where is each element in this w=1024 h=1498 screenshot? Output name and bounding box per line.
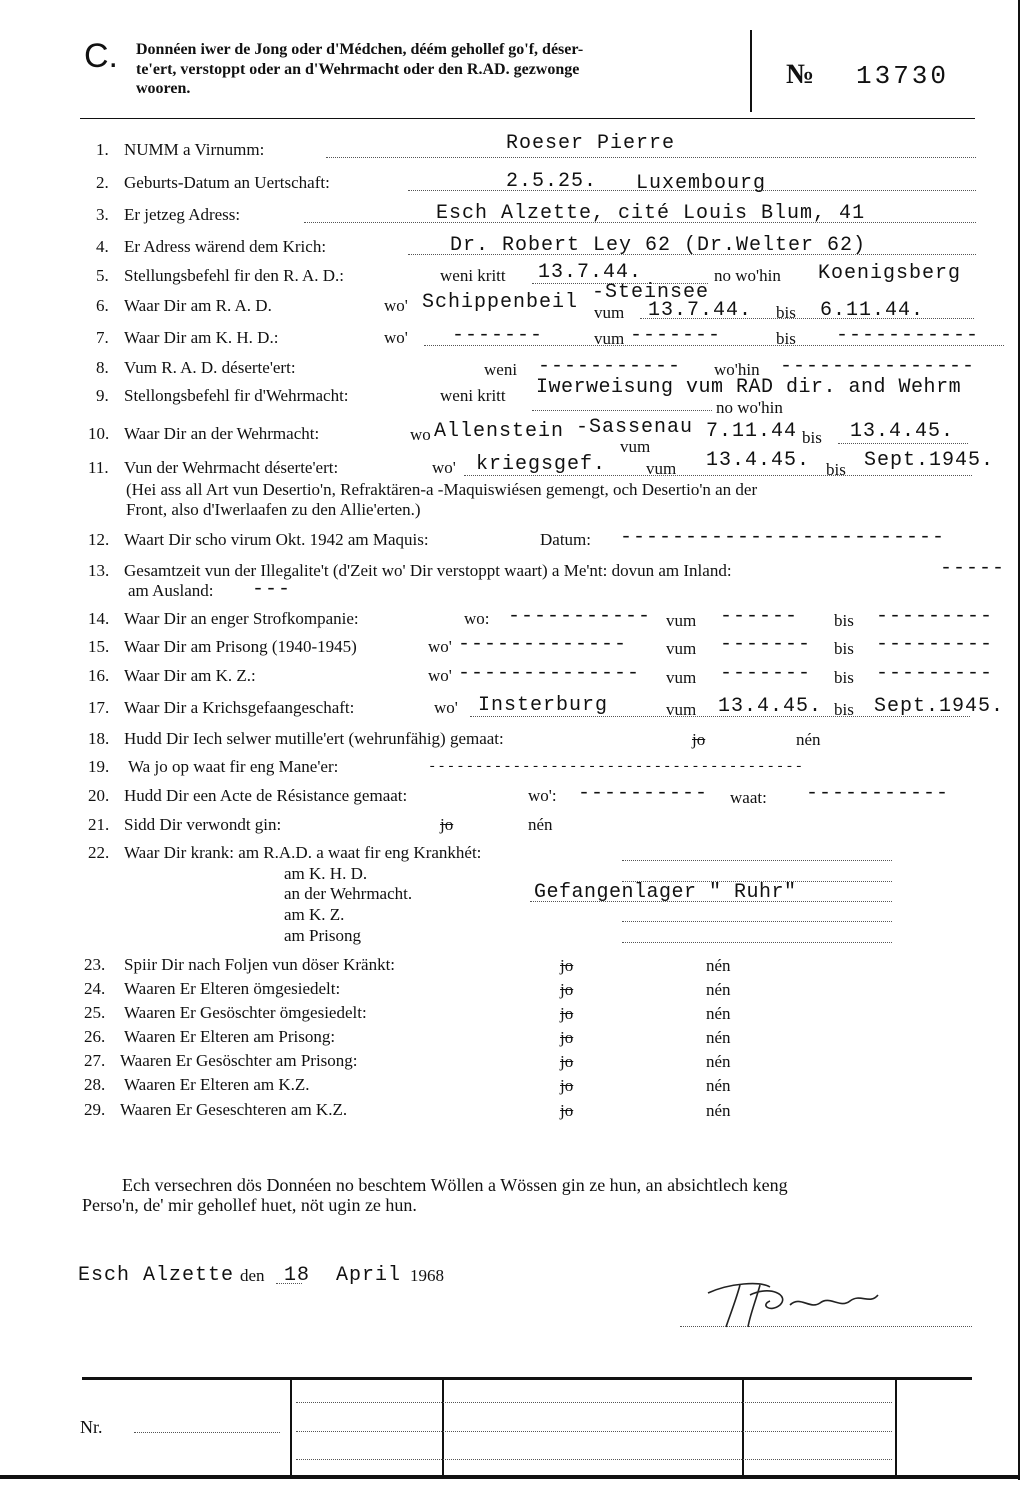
option-nen[interactable]: nén — [706, 1101, 731, 1120]
row-15-sub-3: bis — [834, 639, 854, 658]
table-line-2a — [296, 1431, 892, 1432]
row-9-sub-1: weni kritt — [440, 386, 506, 405]
row-7-sub-1: wo' — [384, 328, 408, 347]
prison-from-value[interactable]: ------- — [720, 633, 812, 656]
option-nen[interactable]: nén — [528, 815, 553, 834]
signoff-place[interactable]: Esch Alzette — [78, 1264, 235, 1287]
khd-place-value[interactable]: ------- — [452, 324, 544, 347]
wehrmacht-order-value[interactable]: Iwerweisung vum RAD dir. and Wehrm — [536, 376, 962, 399]
row-8-sub-1: weni — [484, 360, 518, 379]
rad-order-date-value[interactable]: 13.7.44. — [538, 261, 643, 284]
row-2-label: Geburts-Datum an Uertschaft: — [124, 173, 330, 192]
kz-to-value[interactable]: --------- — [876, 662, 994, 685]
row-6-label: Waar Dir am R. A. D. — [124, 296, 272, 315]
row-24-number: 24. — [84, 979, 106, 998]
row-22-line-1 — [622, 860, 892, 861]
rad-to-value[interactable]: 6.11.44. — [820, 299, 925, 322]
khd-from-value[interactable]: ------- — [630, 324, 722, 347]
row-18-number: 18. — [88, 729, 110, 748]
nr-line — [134, 1432, 280, 1433]
row-16-sub-3: bis — [834, 668, 854, 687]
row-22-line-4 — [622, 921, 892, 922]
rad-destination-value[interactable]: Koenigsberg — [818, 262, 962, 285]
signoff-day[interactable]: 18 — [284, 1264, 311, 1287]
option-jo-struck[interactable]: jo — [440, 815, 454, 834]
row-25-number: 25. — [84, 1003, 106, 1022]
option-nen[interactable]: nén — [706, 1076, 731, 1095]
row-4-number: 4. — [96, 237, 109, 256]
header-text-1: Donnéen iwer de Jong oder d'Médchen, déém gehollef go'f, déser- — [136, 41, 584, 58]
row-3-label: Er jetzeg Adress: — [124, 205, 241, 224]
row-15-label: Waar Dir am Prisong (1940-1945) — [124, 637, 357, 656]
right-border — [1018, 0, 1020, 1480]
row-13-number: 13. — [88, 561, 110, 580]
row-15-sub-2: vum — [666, 639, 697, 658]
row-11-note-1: (Hei ass all Art vun Desertio'n, Refraktären-a -Maquiswiésen gemengt, och Desertio'n an der — [126, 480, 758, 499]
abroad-value[interactable]: --- — [252, 578, 292, 601]
section-letter: C. — [84, 37, 118, 75]
strofkompanie-place-value[interactable]: ----------- — [508, 605, 652, 628]
table-line-3a — [296, 1459, 892, 1460]
option-jo-struck[interactable]: jo — [560, 1028, 574, 1047]
row-11-sub-3: bis — [826, 460, 846, 479]
header-text-3: wooren. — [136, 80, 191, 97]
row-20-sub-2: waat: — [730, 788, 767, 807]
row-12-number: 12. — [88, 530, 110, 549]
option-nen[interactable]: nén — [706, 1004, 731, 1023]
header-divider-vertical — [750, 30, 752, 112]
row-19-number: 19. — [88, 757, 110, 776]
row-6-sub-3: bis — [776, 303, 796, 322]
declaration-line-2: Perso'n, de' mir gehollef huet, nöt ugin ze hun. — [82, 1195, 417, 1215]
row-1-label: NUMM a Virnumm: — [124, 140, 265, 159]
row-5-sub-2: no wo'hin — [714, 266, 781, 285]
option-jo-struck[interactable]: jo — [560, 1052, 574, 1071]
row-17-sub-2: vum — [666, 700, 697, 719]
desert-place-value[interactable]: kriegsgef. — [476, 453, 607, 476]
pow-to-value[interactable]: Sept.1945. — [874, 695, 1005, 718]
row-23-label: Spiir Dir nach Foljen vun döser Kränkt: — [124, 955, 396, 974]
declaration-line-1: Ech versechren dös Donnéen no beschtem Wöllen a Wössen gin ze hun, an absichtlech keng — [122, 1175, 788, 1195]
rad-from-value[interactable]: 13.7.44. — [648, 299, 753, 322]
option-nen[interactable]: nén — [706, 1028, 731, 1047]
signoff-month[interactable]: April — [336, 1264, 402, 1287]
inland-value[interactable]: ----- — [940, 557, 1006, 580]
row-28-label: Waaren Er Elteren am K.Z. — [124, 1075, 310, 1094]
row-12-sub-1: Datum: — [540, 530, 591, 549]
row-10-sub-2: vum — [620, 437, 651, 456]
row-14-sub-3: bis — [834, 611, 854, 630]
current-address-value[interactable]: Esch Alzette, cité Louis Blum, 41 — [436, 202, 866, 225]
war-address-value[interactable]: Dr. Robert Ley 62 (Dr.Welter 62) — [450, 234, 867, 257]
row-14-sub-1: wo: — [464, 609, 490, 628]
row-7-sub-3: bis — [776, 329, 796, 348]
row-17-sub-1: wo' — [434, 698, 458, 717]
row-23-number: 23. — [84, 955, 106, 974]
illness-wehrmacht-value[interactable]: Gefangenlager " Ruhr" — [534, 881, 797, 904]
rad-desert-where-value[interactable]: --------------- — [780, 355, 976, 378]
kz-place-value[interactable]: -------------- — [458, 662, 641, 685]
number-label: № — [786, 59, 815, 90]
option-nen[interactable]: nén — [706, 1052, 731, 1071]
row-14-sub-2: vum — [666, 611, 697, 630]
row-25-label: Waaren Er Gesöschter ömgesiedelt: — [124, 1003, 367, 1022]
row-18-label: Hudd Dir Iech selwer mutille'ert (wehrunfähig) gemaat: — [124, 729, 504, 748]
row-5-number: 5. — [96, 266, 109, 285]
row-10-label: Waar Dir an der Wehrmacht: — [124, 424, 320, 443]
row-22-number: 22. — [88, 843, 110, 862]
row-29-number: 29. — [84, 1100, 106, 1119]
row-8-sub-2: wo'hin — [714, 360, 760, 379]
row-9-label: Stellongsbefehl fir d'Wehrmacht: — [124, 386, 349, 405]
row-10-sub-1: wo — [410, 425, 431, 444]
row-17-number: 17. — [88, 698, 110, 717]
table-col-divider-3 — [742, 1378, 744, 1476]
resistance-what-value[interactable]: ----------- — [806, 782, 950, 805]
rad-desert-when-value[interactable]: ----------- — [538, 355, 682, 378]
row-7-label: Waar Dir am K. H. D.: — [124, 328, 279, 347]
row-6-number: 6. — [96, 296, 109, 315]
resistance-place-value[interactable]: ---------- — [578, 782, 709, 805]
table-line-1a — [296, 1402, 892, 1403]
row-29-label: Waaren Er Geseschteren am K.Z. — [120, 1100, 348, 1119]
signoff-den: den — [240, 1266, 265, 1285]
nr-label: Nr. — [80, 1417, 103, 1437]
row-9-number: 9. — [96, 386, 109, 405]
header-text-2: te'ert, verstoppt oder an d'Wehrmacht oder den R.AD. gezwonge — [136, 61, 580, 78]
row-11-sub-2: vum — [646, 459, 677, 478]
row-6-sub-2: vum — [594, 303, 625, 322]
row-16-sub-1: wo' — [428, 666, 452, 685]
table-col-divider-2 — [442, 1378, 444, 1476]
row-20-label: Hudd Dir een Acte de Résistance gemaat: — [124, 786, 408, 805]
desert-to-value[interactable]: Sept.1945. — [864, 449, 995, 472]
header-divider-horizontal — [80, 118, 975, 119]
row-28-number: 28. — [84, 1075, 106, 1094]
option-jo-struck[interactable]: jo — [560, 1076, 574, 1095]
row-11-sub-1: wo' — [432, 458, 456, 477]
khd-to-value[interactable]: ----------- — [836, 324, 980, 347]
row-16-label: Waar Dir am K. Z.: — [124, 666, 256, 685]
strofkompanie-from-value[interactable]: ------ — [720, 605, 799, 628]
row-10-number: 10. — [88, 424, 110, 443]
option-jo-struck[interactable]: jo — [560, 980, 574, 999]
row-19-label: Wa jo op waat fir eng Mane'er: — [128, 757, 339, 776]
row-21-label: Sidd Dir verwondt gin: — [124, 815, 282, 834]
kz-from-value[interactable]: ------- — [720, 662, 812, 685]
strofkompanie-to-value[interactable]: --------- — [876, 605, 994, 628]
row-7-number: 7. — [96, 328, 109, 347]
row-8-number: 8. — [96, 358, 109, 377]
rad-place-value-2[interactable]: -Steinsee — [592, 281, 710, 304]
row-3-number: 3. — [96, 205, 109, 224]
row-22-sub-3: am K. Z. — [284, 905, 345, 924]
row-26-label: Waaren Er Elteren am Prisong: — [124, 1027, 336, 1046]
wehrmacht-from-value[interactable]: 7.11.44 — [706, 420, 798, 443]
row-8-label: Vum R. A. D. déserte'ert: — [124, 358, 296, 377]
row-4-label: Er Adress wärend dem Krich: — [124, 237, 327, 256]
table-col-divider-4 — [895, 1378, 897, 1476]
row-27-label: Waaren Er Gesöschter am Prisong: — [120, 1051, 358, 1070]
row-5-label: Stellungsbefehl fir den R. A. D.: — [124, 266, 345, 285]
name-value[interactable]: Roeser Pierre — [506, 132, 676, 155]
row-11-number: 11. — [88, 458, 109, 477]
row-15-sub-1: wo' — [428, 637, 452, 656]
row-22-line-5 — [622, 942, 892, 943]
row-16-sub-2: vum — [666, 668, 697, 687]
mutilation-method-value[interactable]: ---------------------------------------- — [428, 759, 805, 775]
row-22-sub-2: an der Wehrmacht. — [284, 884, 413, 903]
row-24-label: Waaren Er Elteren ömgesiedelt: — [124, 979, 341, 998]
pow-place-value[interactable]: Insterburg — [478, 694, 609, 717]
wehrmacht-place-value-2[interactable]: -Sassenau — [576, 416, 694, 439]
row-9-sub-2: no wo'hin — [716, 398, 783, 417]
prison-to-value[interactable]: --------- — [876, 633, 994, 656]
signature-line — [680, 1326, 972, 1327]
form-number: 13730 — [856, 61, 950, 91]
row-22-sub-1: am K. H. D. — [284, 864, 368, 883]
row-2-number: 2. — [96, 173, 109, 192]
row-13-label: Gesamtzeit vun der Illegalite't (d'Zeit wo' Dir verstoppt waart) a Me'nt: dovun am Inland: — [124, 561, 732, 580]
option-nen[interactable]: nén — [796, 730, 821, 749]
option-jo-struck[interactable]: jo — [560, 956, 574, 975]
row-17-label: Waar Dir a Krichsgefaangeschaft: — [124, 698, 355, 717]
row-17-sub-3: bis — [834, 700, 854, 719]
option-jo-struck[interactable]: jo — [560, 1101, 574, 1120]
row-11-label: Vun der Wehrmacht déserte'ert: — [124, 458, 339, 477]
wehrmacht-place-value[interactable]: Allenstein — [434, 420, 565, 443]
row-6-sub-1: wo' — [384, 296, 408, 315]
rad-place-value[interactable]: Schippenbeil — [422, 291, 579, 314]
row-5-sub-1: weni kritt — [440, 266, 506, 285]
option-nen[interactable]: nén — [706, 956, 731, 975]
row-11-note-2: Front, also d'Iwerlaafen zu den Allie'erten.) — [126, 500, 421, 519]
row-13-sub-1: am Ausland: — [128, 581, 214, 600]
row-20-number: 20. — [88, 786, 110, 805]
row-9-line — [532, 410, 712, 411]
row-10-line — [838, 443, 968, 444]
option-jo-struck[interactable]: jo — [692, 730, 706, 749]
row-15-number: 15. — [88, 637, 110, 656]
row-10-sub-3: bis — [802, 428, 822, 447]
row-1-number: 1. — [96, 140, 109, 159]
row-27-number: 27. — [84, 1051, 106, 1070]
row-22-label: Waar Dir krank: am R.A.D. a waat fir eng Krankhét: — [124, 843, 482, 862]
option-nen[interactable]: nén — [706, 980, 731, 999]
table-bottom-rule — [0, 1475, 1020, 1479]
row-14-label: Waar Dir an enger Strofkompanie: — [124, 609, 359, 628]
row-26-number: 26. — [84, 1027, 106, 1046]
row-7-sub-2: vum — [594, 329, 625, 348]
pow-from-value[interactable]: 13.4.45. — [718, 695, 823, 718]
option-jo-struck[interactable]: jo — [560, 1004, 574, 1023]
birth-date-value[interactable]: 2.5.25. — [506, 170, 598, 193]
row-1-line — [326, 157, 976, 158]
table-top-rule — [82, 1377, 972, 1380]
desert-from-value[interactable]: 13.4.45. — [706, 449, 811, 472]
row-14-number: 14. — [88, 609, 110, 628]
row-12-label: Waart Dir scho virum Okt. 1942 am Maquis: — [124, 530, 429, 549]
maquis-date-value[interactable]: ------------------------- — [620, 526, 946, 549]
prison-place-value[interactable]: ------------- — [458, 633, 628, 656]
row-16-number: 16. — [88, 666, 110, 685]
row-22-sub-4: am Prisong — [284, 926, 361, 945]
signoff-year: 1968 — [410, 1266, 444, 1285]
table-col-divider-1 — [290, 1378, 292, 1476]
row-21-number: 21. — [88, 815, 110, 834]
birth-place-value[interactable]: Luxembourg — [636, 172, 767, 195]
wehrmacht-to-value[interactable]: 13.4.45. — [850, 420, 955, 443]
row-20-sub-1: wo': — [528, 786, 557, 805]
